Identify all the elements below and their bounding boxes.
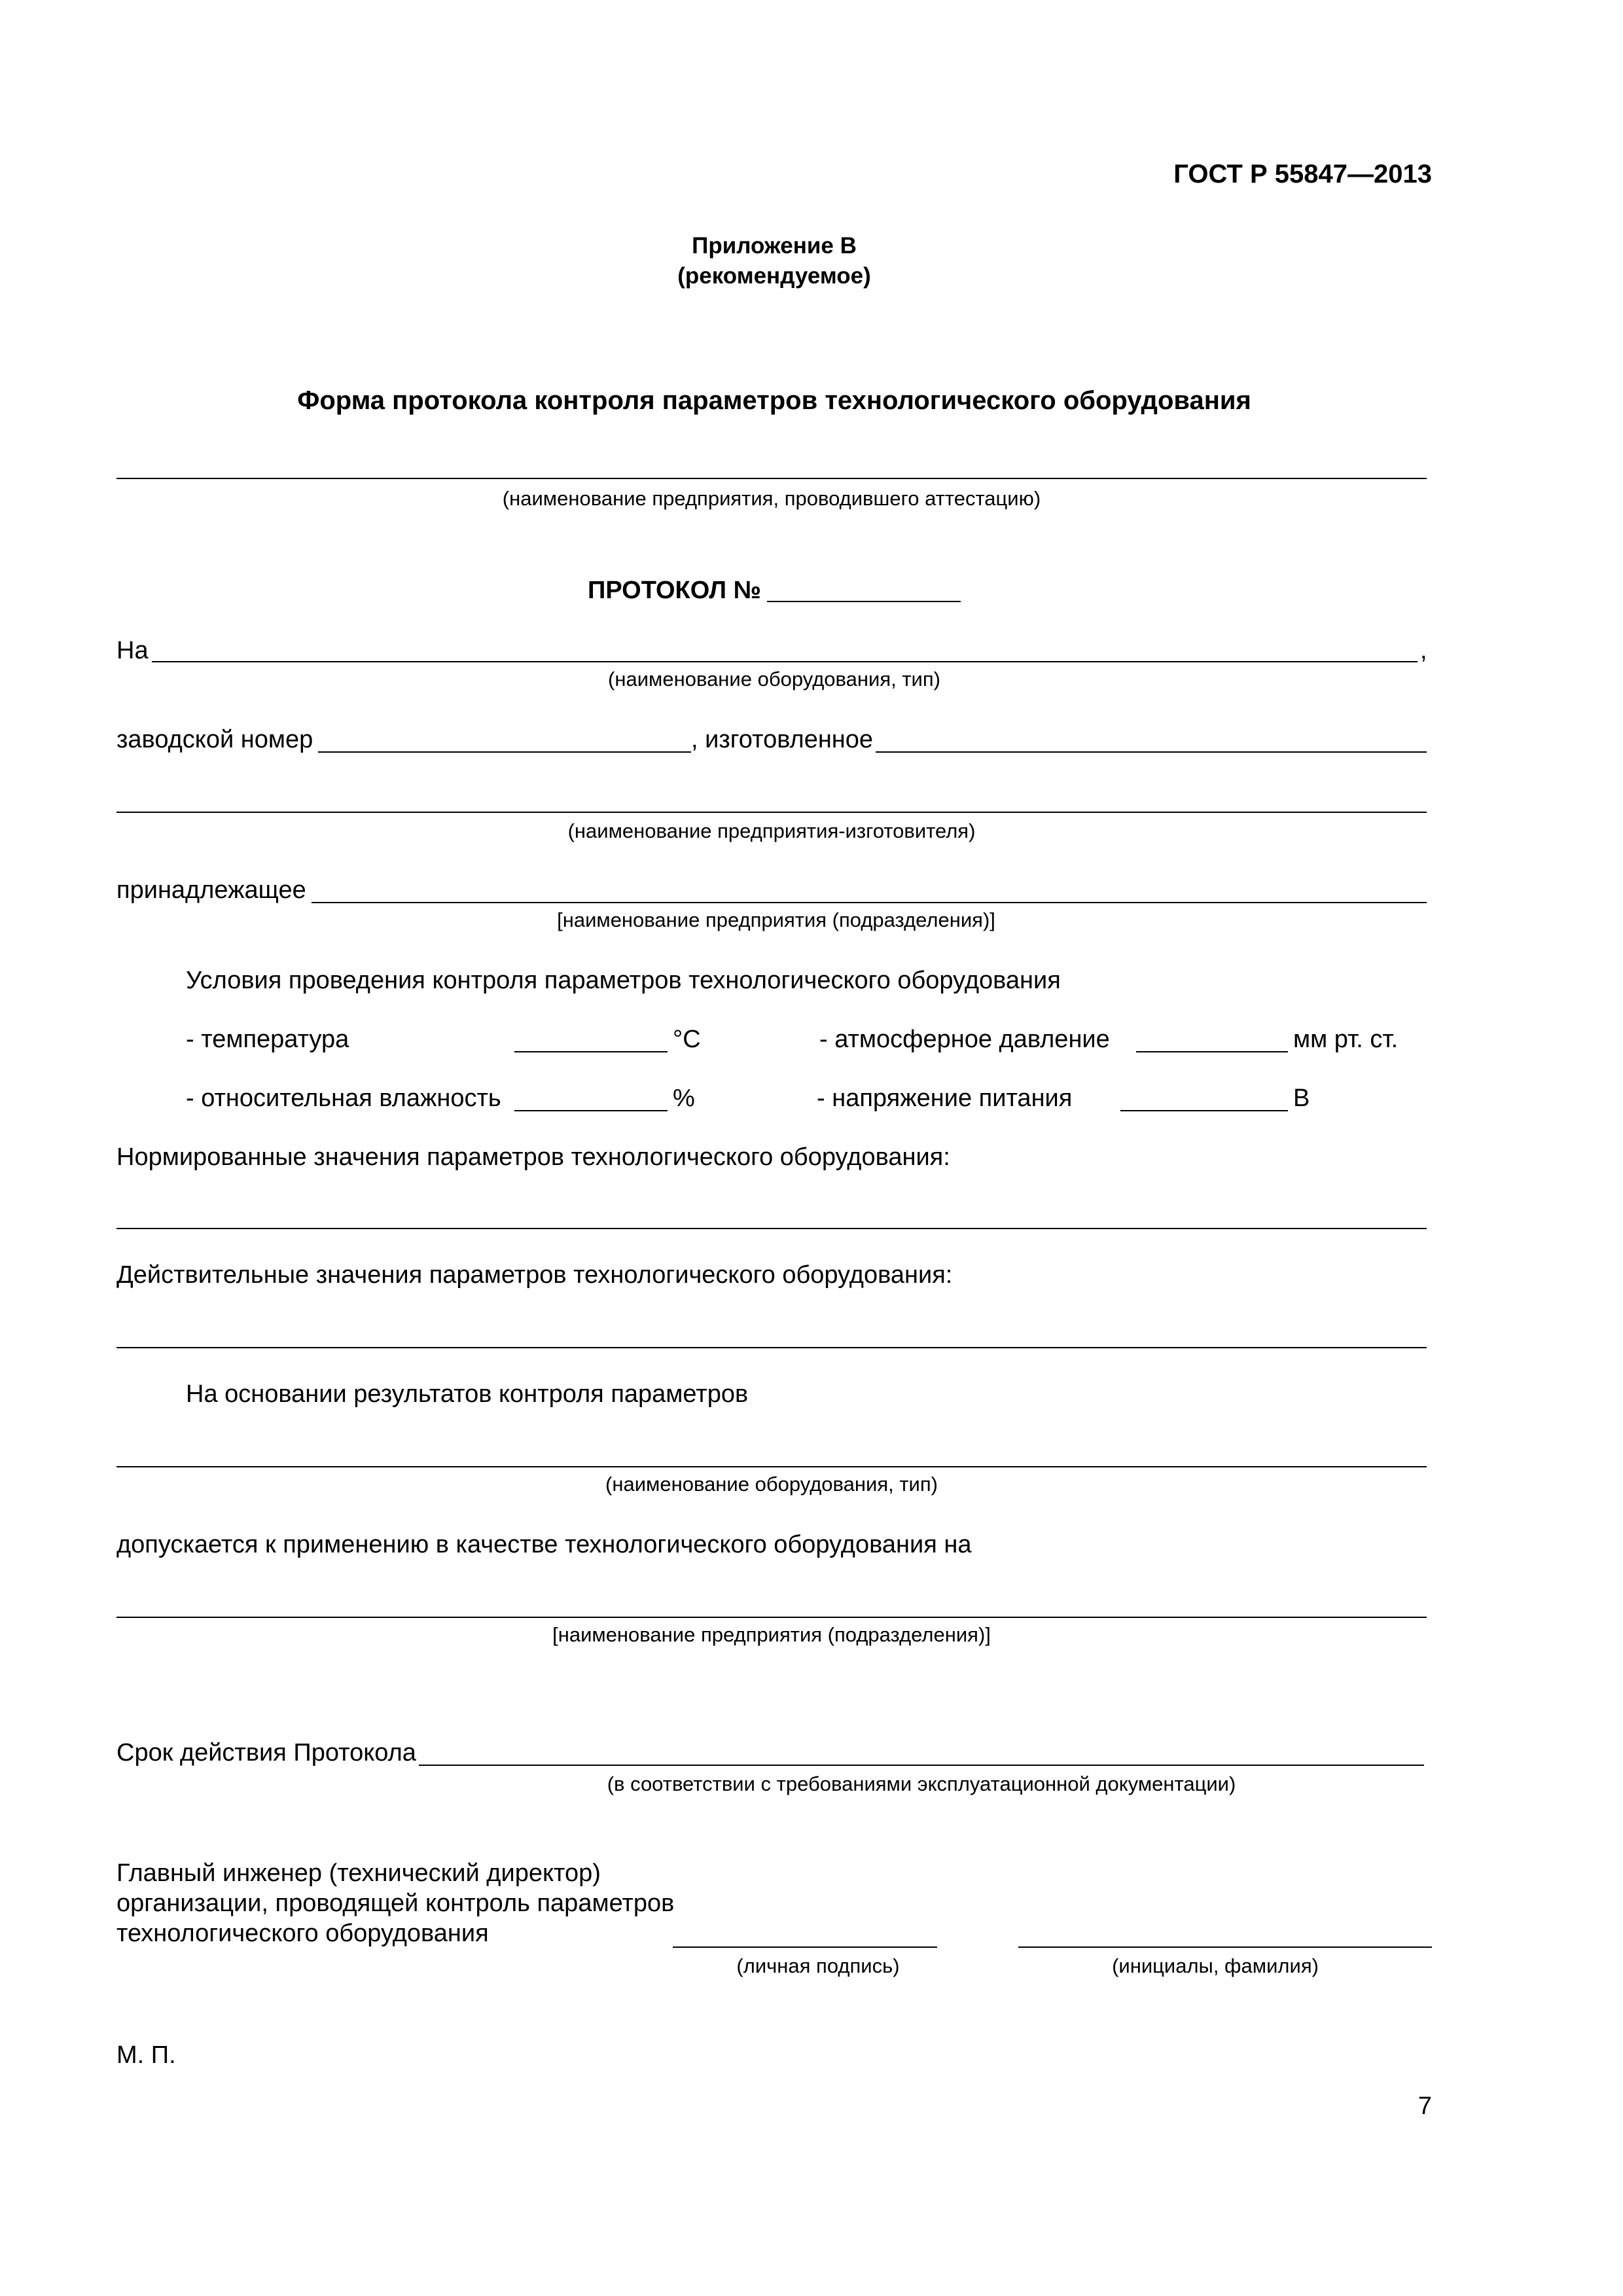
pressure-unit: мм рт. ст. <box>1293 1026 1399 1053</box>
document-code: ГОСТ Р 55847—2013 <box>1173 160 1432 188</box>
basis-equipment-line[interactable] <box>116 1466 1427 1467</box>
serial-label: заводской номер <box>116 726 313 753</box>
validity-caption: (в соответствии с требованиями эксплуатационной документации) <box>607 1772 1236 1795</box>
humidity-field[interactable] <box>514 1110 668 1111</box>
conditions-heading: Условия проведения контроля параметров технологического оборудования <box>186 967 1061 994</box>
name-caption: (инициалы, фамилия) <box>1112 1954 1319 1977</box>
signatory-line-1: Главный инженер (технический директор) <box>116 1859 601 1887</box>
manufacturer-line[interactable] <box>116 812 1427 813</box>
owner-line[interactable] <box>312 902 1427 903</box>
basis-caption: (наименование оборудования, тип) <box>605 1473 938 1496</box>
signatory-line-3: технологического оборудования <box>116 1920 489 1947</box>
pressure-label: - атмосферное давление <box>819 1026 1110 1053</box>
validity-line[interactable] <box>419 1765 1424 1766</box>
admitted-line[interactable] <box>116 1617 1427 1618</box>
voltage-unit: В <box>1293 1085 1310 1112</box>
appendix-title: Приложение В <box>692 233 857 259</box>
humidity-label: - относительная влажность <box>186 1085 501 1112</box>
temperature-field[interactable] <box>514 1051 668 1052</box>
signature-caption: (личная подпись) <box>736 1954 900 1977</box>
admitted-text: допускается к применению в качестве технологического оборудования на <box>116 1531 972 1558</box>
owner-label: принадлежащее <box>116 876 306 904</box>
form-title: Форма протокола контроля параметров технологического оборудования <box>297 386 1251 415</box>
temperature-unit: °С <box>673 1026 701 1053</box>
temperature-label: - температура <box>186 1026 349 1053</box>
manufactured-line[interactable] <box>876 751 1427 753</box>
equipment-prefix: На <box>116 637 149 664</box>
serial-number-line[interactable] <box>318 751 691 753</box>
actual-values-line[interactable] <box>116 1347 1427 1348</box>
equipment-caption: (наименование оборудования, тип) <box>608 668 940 691</box>
normed-values-line[interactable] <box>116 1228 1427 1229</box>
actual-values-label: Действительные значения параметров технологического оборудования: <box>116 1261 953 1289</box>
normed-values-label: Нормированные значения параметров технологического оборудования: <box>116 1143 950 1171</box>
validity-label: Срок действия Протокола <box>116 1739 416 1767</box>
pressure-field[interactable] <box>1136 1051 1288 1052</box>
protocol-number-line[interactable] <box>767 601 961 602</box>
manufactured-label: , изготовленное <box>691 726 874 753</box>
voltage-field[interactable] <box>1120 1110 1288 1111</box>
voltage-label: - напряжение питания <box>817 1085 1073 1112</box>
admitted-caption: [наименование предприятия (подразделения)] <box>552 1623 991 1646</box>
humidity-unit: % <box>673 1085 695 1112</box>
stamp-label: М. П. <box>116 2041 176 2069</box>
org-name-line[interactable] <box>116 478 1427 479</box>
manufacturer-caption: (наименование предприятия-изготовителя) <box>567 819 976 842</box>
signatory-line-2: организации, проводящей контроль параметров <box>116 1890 675 1917</box>
basis-text: На основании результатов контроля параметров <box>186 1380 749 1408</box>
org-name-caption: (наименование предприятия, проводившего аттестацию) <box>502 487 1041 510</box>
owner-caption: [наименование предприятия (подразделения)] <box>557 908 995 931</box>
appendix-subtitle: (рекомендуемое) <box>677 263 871 289</box>
signature-line[interactable] <box>673 1946 937 1948</box>
equipment-name-line[interactable] <box>152 661 1418 662</box>
protocol-label: ПРОТОКОЛ № <box>588 577 761 604</box>
page-number: 7 <box>1418 2092 1432 2120</box>
equipment-suffix: , <box>1420 637 1427 664</box>
name-line[interactable] <box>1018 1946 1432 1948</box>
